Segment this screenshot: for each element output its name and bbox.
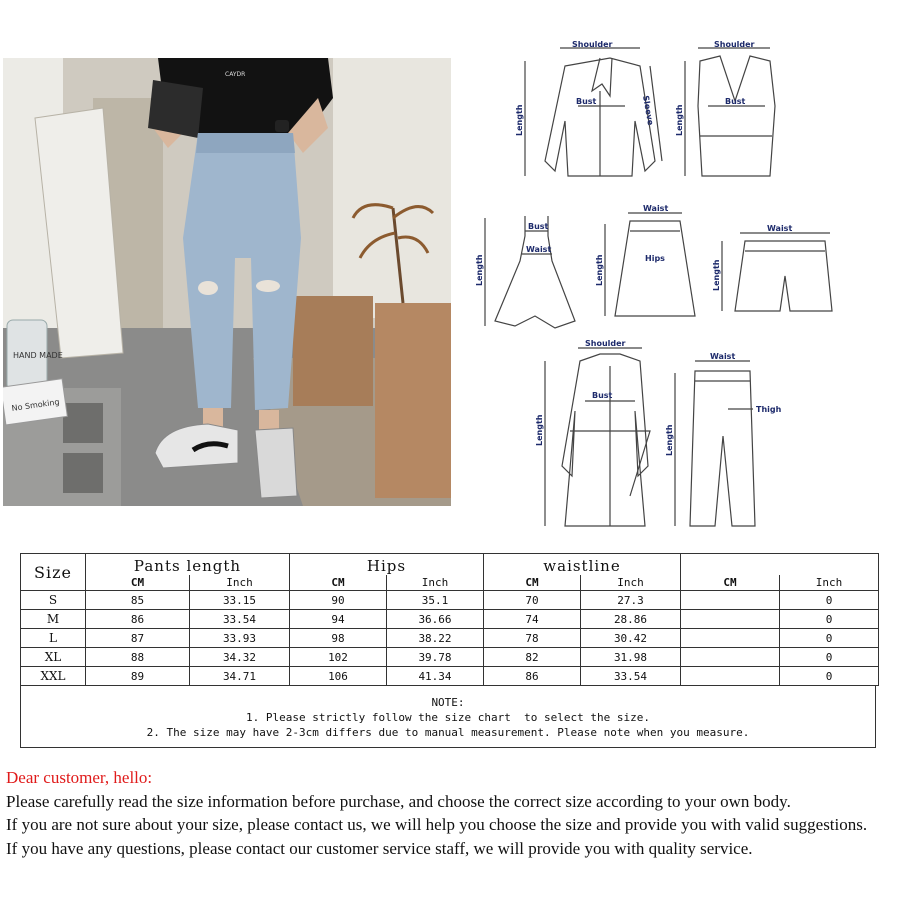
table-cell: 90 [290, 591, 387, 610]
table-cell: 0 [780, 648, 879, 667]
table-cell: 30.42 [581, 629, 681, 648]
size-cell: XXL [21, 667, 86, 686]
blouse-sleeve-label: Sleeve [641, 94, 656, 126]
vest-length-label: Length [675, 104, 684, 136]
dress-bust-label: Bust [528, 222, 549, 231]
waistline-header: waistline [484, 554, 681, 576]
table-cell: 89 [86, 667, 190, 686]
table-cell [681, 667, 780, 686]
blouse-bust-label: Bust [576, 97, 597, 106]
vest-bust-label: Bust [725, 97, 746, 106]
table-cell: 35.1 [387, 591, 484, 610]
table-row [21, 629, 879, 648]
table-cell: 88 [86, 648, 190, 667]
pants-waist-label: Waist [710, 352, 736, 361]
table-cell: 86 [484, 667, 581, 686]
blouse-length-label: Length [515, 104, 524, 136]
shorts-length-label: Length [712, 259, 721, 291]
table-cell: 82 [484, 648, 581, 667]
table-cell: 0 [780, 667, 879, 686]
coat-shoulder-label: Shoulder [585, 339, 626, 348]
table-cell [681, 629, 780, 648]
pants-diagram [675, 361, 755, 526]
unit-inch: Inch [387, 575, 484, 590]
size-cell: L [21, 629, 86, 648]
table-cell: 70 [484, 591, 581, 610]
shirt-print: CAYDR [225, 71, 246, 78]
size-column-header: Size [21, 554, 86, 591]
dress-waist-label: Waist [526, 245, 552, 254]
table-cell: 34.32 [190, 648, 290, 667]
table-cell: 0 [780, 629, 879, 648]
table-cell: 106 [290, 667, 387, 686]
skirt-diagram [605, 213, 695, 316]
unit-inch: Inch [581, 575, 681, 590]
table-cell: 33.15 [190, 591, 290, 610]
table-cell: 85 [86, 591, 190, 610]
table-cell: 34.71 [190, 667, 290, 686]
customer-message [6, 766, 898, 860]
unit-cm: CM [484, 575, 581, 590]
pants-length-header: Pants length [86, 554, 290, 576]
unit-cm: CM [290, 575, 387, 590]
table-cell: 94 [290, 610, 387, 629]
blank-group-header [681, 554, 879, 576]
message-line-2: If you are not sure about your size, please contact us, we will help you choose the size and provide you with valid suggestions. [6, 815, 868, 834]
measurement-diagrams [470, 36, 890, 536]
product-photo [3, 58, 451, 506]
table-cell: 78 [484, 629, 581, 648]
note-line-1: 1. Please strictly follow the size chart to select the size. [246, 711, 650, 724]
table-cell: 33.54 [190, 610, 290, 629]
shorts-waist-label: Waist [767, 224, 793, 233]
table-cell: 87 [86, 629, 190, 648]
hips-header: Hips [290, 554, 484, 576]
table-cell [681, 648, 780, 667]
table-cell [681, 591, 780, 610]
bottle-label: HAND MADE [13, 351, 63, 360]
unit-inch: Inch [780, 575, 879, 590]
note-title: NOTE: [431, 696, 465, 709]
table-cell: 86 [86, 610, 190, 629]
message-line-3: If you have any questions, please contact our customer service staff, we will provide you with quality service. [6, 838, 753, 858]
size-cell: S [21, 591, 86, 610]
table-cell: 27.3 [581, 591, 681, 610]
table-cell: 39.78 [387, 648, 484, 667]
dress-diagram [485, 216, 575, 328]
pants-thigh-label: Thigh [756, 405, 782, 414]
blouse-shoulder-label: Shoulder [572, 40, 613, 49]
coat-length-label: Length [535, 414, 544, 446]
note-box [20, 685, 876, 748]
no-smoking-sign: No Smoking [11, 397, 61, 413]
vest-diagram [685, 48, 775, 176]
note-line-2: 2. The size may have 2-3cm differs due to manual measurement. Please note when you measure. [146, 726, 750, 739]
table-cell: 36.66 [387, 610, 484, 629]
table-row [21, 667, 879, 686]
table-cell: 0 [780, 610, 879, 629]
table-cell: 33.54 [581, 667, 681, 686]
coat-diagram [545, 348, 650, 526]
skirt-length-label: Length [595, 254, 604, 286]
table-cell: 98 [290, 629, 387, 648]
size-cell: XL [21, 648, 86, 667]
table-cell: 74 [484, 610, 581, 629]
diagram-canvas [470, 36, 890, 536]
table-cell: 31.98 [581, 648, 681, 667]
message-line-1: Please carefully read the size information before purchase, and choose the correct size according to your own body. [6, 791, 791, 811]
vest-shoulder-label: Shoulder [714, 40, 755, 49]
table-cell: 41.34 [387, 667, 484, 686]
size-cell: M [21, 610, 86, 629]
skirt-hips-label: Hips [645, 254, 665, 263]
blouse-diagram [525, 48, 662, 176]
table-cell [681, 610, 780, 629]
photo-illustration [3, 58, 451, 506]
table-row [21, 610, 879, 629]
unit-inch: Inch [190, 575, 290, 590]
shorts-diagram [722, 233, 832, 311]
unit-cm: CM [681, 575, 780, 590]
table-cell: 28.86 [581, 610, 681, 629]
table-cell: 0 [780, 591, 879, 610]
skirt-waist-label: Waist [643, 204, 669, 213]
dress-length-label: Length [475, 254, 484, 286]
greeting-text: Dear customer, hello: [6, 768, 153, 787]
table-cell: 33.93 [190, 629, 290, 648]
pants-length-label: Length [665, 424, 674, 456]
table-cell: 102 [290, 648, 387, 667]
table-row [21, 591, 879, 610]
coat-bust-label: Bust [592, 391, 613, 400]
size-chart-table [20, 553, 879, 686]
table-row [21, 648, 879, 667]
table-cell: 38.22 [387, 629, 484, 648]
unit-cm: CM [86, 575, 190, 590]
